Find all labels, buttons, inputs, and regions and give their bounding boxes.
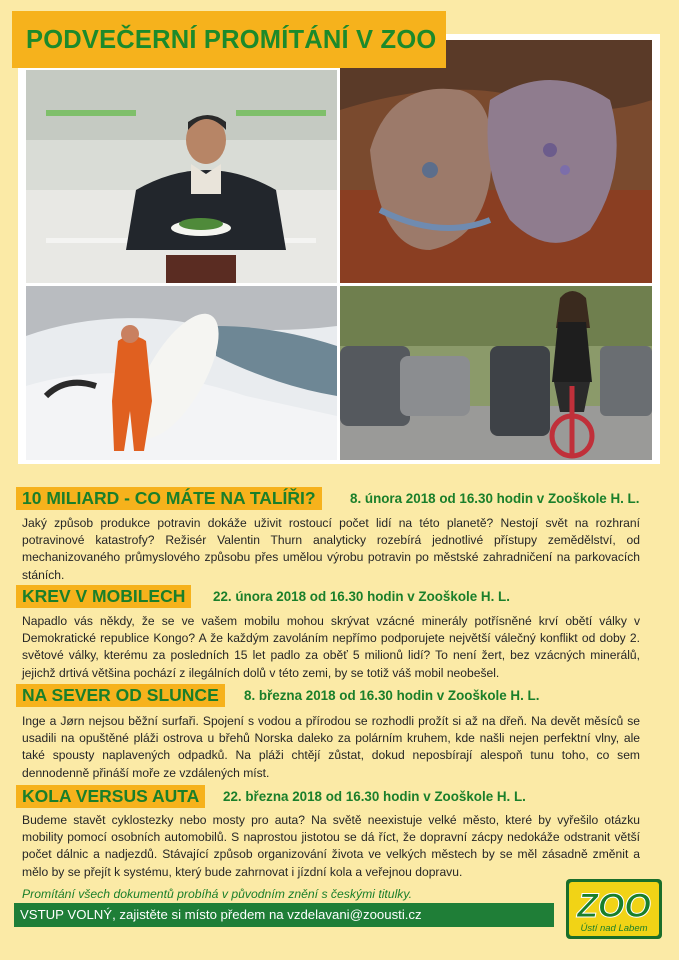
section-4-text: Budeme stavět cyklostezky nebo mosty pro auta? Na světě neexistuje velké město, které by vyřešilo otázku mobility pomocí osobních automobilů. S naprostou jistotou se dá říct, že dopravní zácpy nedokáže odstranit větší počet dálnic a nadjezdů. Stávající způsob organizování života ve velkých městech by se měl zásadně změnit a mělo by se přejít k systému, který bude zahrnovat i jízdní kola a veřejnou dopravu. bbox=[22, 813, 640, 879]
section-1-text: Jaký způsob produkce potravin dokáže uživit rostoucí počet lidí na této planetě? Nestojí svět na rozhraní potravinové katastrofy? Režisér Valentin Thurn analyticky rozebírá jednotlivé přístupy zemědělství, od mechanizovaného průmyslového způsobu přes umělou výrobu potravin po městské zahradničení na parkovacích stáních. bbox=[22, 516, 640, 582]
section-1-header bbox=[16, 487, 656, 510]
logo-zoo-text: ZOO bbox=[577, 887, 651, 925]
section-4-title: KOLA VERSUS AUTA bbox=[16, 785, 205, 808]
section-2-text: Napadlo vás někdy, že se ve vašem mobilu mohou skrývat vzácné minerály potřísněné krví obětí války v Demokratické republice Kongo? A že každým zavoláním nepřímo podporujete největší válečný konflikt od doby 2. světové války, kterému za posledních 15 let padlo za oběť 5 milionů lidí? To není žert, bez vzácných minerálů, jejichž drtivá většina pochází z ilegálních dolů v této zemi, by se totiž váš mobil neobešel. bbox=[22, 614, 640, 680]
entry-text[interactable]: VSTUP VOLNÝ, zajistěte si místo předem na vzdelavani@zoousti.cz bbox=[20, 907, 422, 922]
subtitles-note: Promítání všech dokumentů probíhá v původním znění s českými titulky. bbox=[22, 887, 412, 901]
section-4-header bbox=[16, 785, 656, 808]
section-4-date: 22. března 2018 od 16.30 hodin v Zooškole H. L. bbox=[223, 789, 526, 804]
photo-collage bbox=[18, 34, 660, 464]
title-banner bbox=[12, 11, 446, 68]
section-2-date: 22. února 2018 od 16.30 hodin v Zooškole H. L. bbox=[213, 589, 510, 604]
section-3-title: NA SEVER OD SLUNCE bbox=[16, 684, 225, 707]
section-3-header bbox=[16, 684, 656, 707]
photo-surfer-snowy-beach bbox=[26, 286, 337, 460]
section-2-title: KREV V MOBILECH bbox=[16, 585, 191, 608]
section-3-text: Inge a Jørn nejsou běžní surfaři. Spojení s vodou a přírodou se rozhodli prožít si až na dřeň. Na devět měsíců se usadili na opuštěné pláži ostrova u břehů Norska daleko za polárním kruhem, kde našli nejen perfektní vlny, ale také spousty naplavených odpadků. Na pláži chtějí zůstat, dokud neposbírají alespoň tunu toho, co sem dennodenně přináší moře ze vzdálených míst. bbox=[22, 714, 640, 780]
section-3-date: 8. března 2018 od 16.30 hodin v Zooškole H. L. bbox=[244, 688, 540, 703]
photo-muddy-hands-minerals bbox=[340, 40, 652, 283]
section-1-date: 8. února 2018 od 16.30 hodin v Zooškole H. L. bbox=[350, 491, 640, 506]
section-2-header bbox=[16, 585, 656, 608]
section-1-title: 10 MILIARD - CO MÁTE NA TALÍŘI? bbox=[16, 487, 322, 510]
logo-subtitle: Ústí nad Labem bbox=[580, 923, 648, 934]
zoo-logo bbox=[566, 879, 662, 939]
page-title: PODVEČERNÍ PROMÍTÁNÍ V ZOO bbox=[26, 26, 437, 54]
photo-woman-cycling-traffic bbox=[340, 286, 652, 460]
entry-banner bbox=[14, 903, 554, 927]
photo-man-eating-salad bbox=[26, 70, 337, 283]
